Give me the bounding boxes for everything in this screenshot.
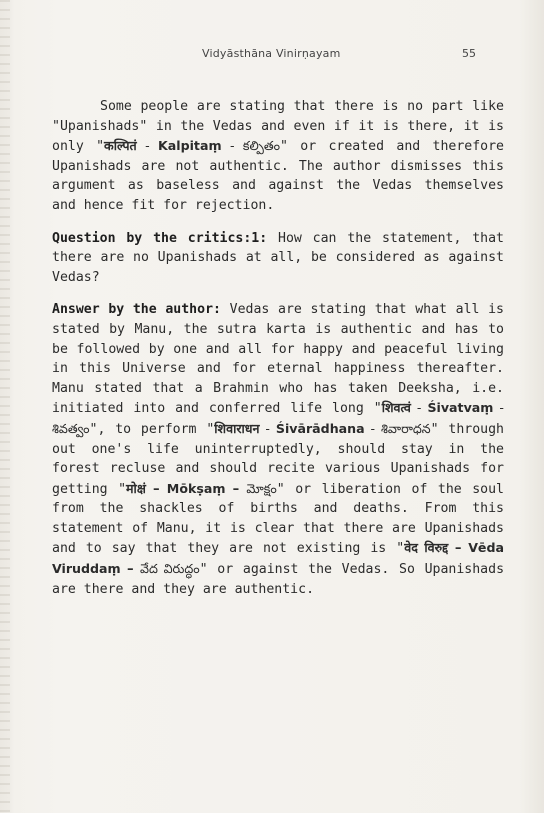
page-number: 55 [462,47,476,60]
question-label: Question by the critics:1: [52,230,268,246]
term-separator: - [364,420,381,436]
answer-text-5: " or against the Vedas. So Upanishads are there and they are authentic. [52,562,505,597]
term-sivatvam-telugu: శివత్వం [52,420,90,436]
question-paragraph [52,229,504,288]
intro-text-2: " or created and therefore Upanishads are not authentic. The author dismisses this argument as baseless and against the Vedas themselves and hence fit for rejection. [52,139,504,213]
term-sivaradhana-telugu: శివారాధన [380,420,431,436]
intro-text-1: Some people are stating that there is no part like "Upanishads" in the Vedas and even if it is there, it is only " [52,99,504,155]
term-vedaviruddam-roman: Vēda Viruddaṃ [52,540,504,577]
term-moksham-roman: Mōkṣaṃ [166,480,226,496]
term-separator: - [136,138,159,154]
term-separator: - [493,400,504,416]
answer-text-1: Vedas are stating that what all is stated by Manu, the sutra karta is authentic and has to be followed by one and all for happy and peaceful living in this Universe and for eternal happiness thereafter. Manu stated that a Brahmin who has taken Deeksha, i.e. initiated into and conferred life long " [52,302,504,417]
term-kalpitam-devanagari: कल्पितं [104,138,137,154]
answer-paragraph [52,300,504,599]
term-separator: - [221,138,243,154]
answer-text-3: " through out one's life uninterruptedly, should stay in the forest recluse and should recite various Upanishads for getting " [52,421,504,497]
term-dash: – [120,562,140,578]
term-dash: – [448,541,469,557]
term-kalpitam-roman: Kalpitaṃ [158,138,222,154]
term-dash: – [145,481,167,497]
term-separator: - [410,400,428,416]
term-sivaradhana-roman: Śivārādhana [275,420,365,436]
term-vedaviruddam-devanagari: वेद विरुद्द [404,540,449,556]
term-dash: – [225,481,247,497]
answer-label: Answer by the author: [52,302,221,318]
term-sivatvam-roman: Śivatvaṃ [427,400,494,416]
body-text [52,97,504,612]
term-kalpitam-telugu: కల్పితం [242,138,281,154]
term-vedaviruddam-telugu: వేద విరుద్ధం [139,561,200,577]
running-title: Vidyāsthāna Vinirṇayam [202,47,341,60]
question-text: How can the statement, that there are no Upanishads at all, be considered as against Vedas? [52,230,504,285]
intro-paragraph [52,97,504,216]
term-sivatvam-devanagari: शिवत्वं [381,400,411,416]
term-separator: - [259,420,276,436]
term-moksham-telugu: మోక్షం [246,480,277,496]
term-moksham-devanagari: मोक्षं [126,480,146,496]
term-sivaradhana-devanagari: शिवाराधन [214,420,260,436]
answer-text-2: ", to perform " [89,421,215,437]
binding-edge [0,0,10,813]
answer-text-4: " or liberation of the soul from the shackles of births and deaths. From this statement of Manu, it is clear that there are Upanishads and to say that they are not existing is " [52,481,504,557]
